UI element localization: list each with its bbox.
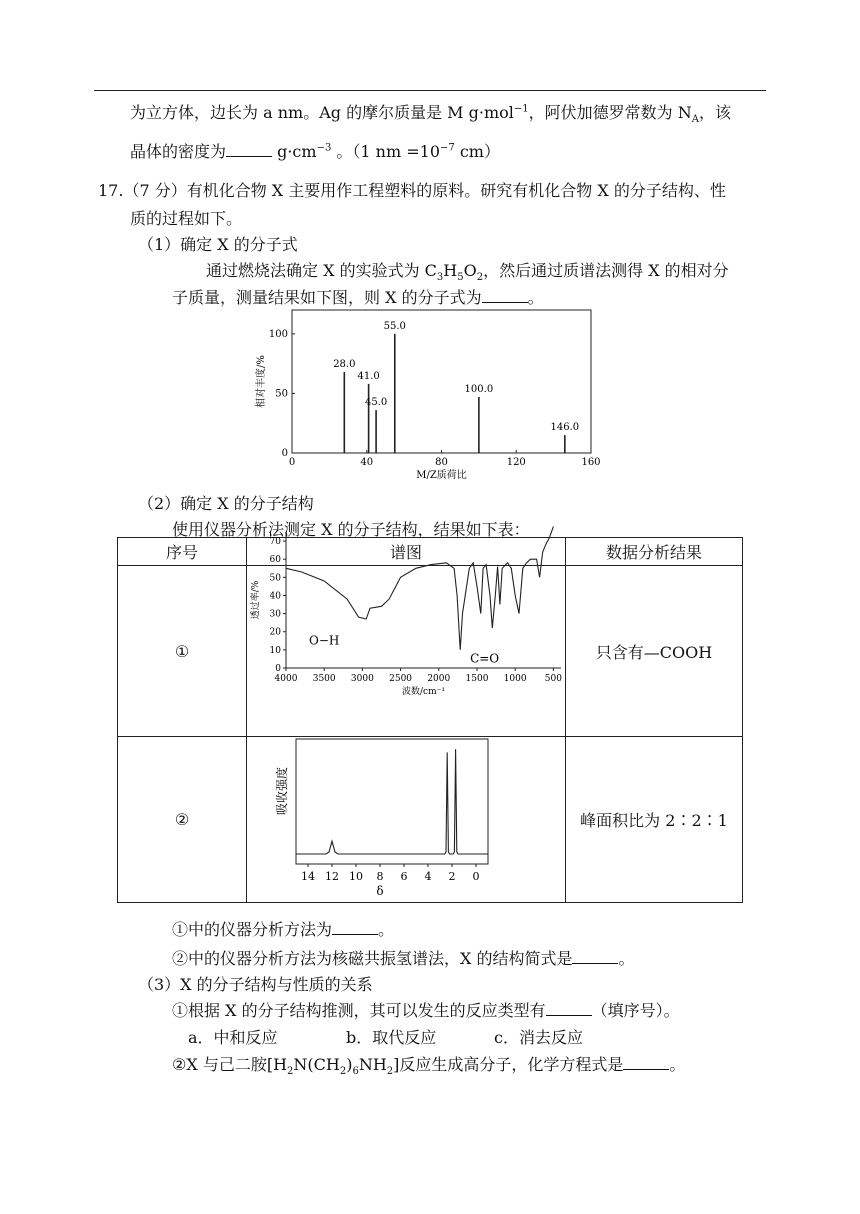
row-number: ① xyxy=(118,566,247,737)
x-tick-label: 2000 xyxy=(427,674,451,684)
part3-q2: ②X 与己二胺$[H_2N(CH_2)_6NH_2]$反应生成高分子，化学方程式是 。 xyxy=(172,1055,686,1078)
x-tick-label: 120 xyxy=(506,457,526,468)
y-tick-label: 0 xyxy=(281,448,288,459)
x-tick-label: 4000 xyxy=(274,674,298,684)
y-tick-label: 40 xyxy=(269,591,281,602)
part1-text-1: 通过燃烧法确定 X 的实验式为 $C_3H_5O_2$，然后通过质谱法测得 X 的相对分 xyxy=(206,261,729,284)
ir-trace xyxy=(286,527,553,650)
answer-blank[interactable] xyxy=(332,920,378,935)
x-tick-label: 160 xyxy=(581,457,601,468)
y-tick-label: 50 xyxy=(269,573,281,584)
header-rule xyxy=(94,90,766,91)
x-tick-label: 8 xyxy=(376,870,384,883)
x-tick-label: 0 xyxy=(472,870,480,883)
y-tick-label: 10 xyxy=(269,645,281,656)
row-number: ② xyxy=(118,737,247,903)
x-tick-label: 1500 xyxy=(465,674,489,684)
x-tick-label: 40 xyxy=(360,457,374,468)
peak-label: 45.0 xyxy=(364,397,388,409)
x-tick-label: 3000 xyxy=(350,674,374,684)
nmr-spectrum-chart xyxy=(272,736,502,901)
answer-blank[interactable] xyxy=(546,1001,592,1016)
peak-label: 55.0 xyxy=(383,320,406,332)
x-tick-label: 500 xyxy=(544,674,562,684)
ir-spectrum-chart xyxy=(246,520,566,705)
x-tick-label: 2500 xyxy=(389,674,413,684)
x-tick-label: 6 xyxy=(400,870,408,883)
q17-intro-2: 质的过程如下。 xyxy=(130,209,243,228)
x-tick-label: 0 xyxy=(288,457,296,468)
option-b: b．取代反应 xyxy=(346,1028,437,1047)
part1-text-2: 子质量，测量结果如下图，则 X 的分子式为 。 xyxy=(172,288,544,307)
x-tick-label: 4 xyxy=(424,870,432,883)
plot-frame xyxy=(292,310,591,453)
nmr-trace xyxy=(296,749,488,854)
x-tick-label: 3500 xyxy=(312,674,336,684)
y-tick-label: 100 xyxy=(268,328,288,340)
table-header: 序号 xyxy=(118,538,247,566)
y-tick-label: 30 xyxy=(269,609,281,620)
peak-label: 41.0 xyxy=(357,370,380,382)
answer-blank[interactable] xyxy=(623,1055,669,1070)
row-result: 只含有—COOH xyxy=(566,566,743,737)
after-line-2: ②中的仪器分析方法为核磁共振氢谱法，X 的结构简式是 。 xyxy=(172,949,635,968)
y-tick-label: 70 xyxy=(269,537,281,548)
part3-title: （3）X 的分子结构与性质的关系 xyxy=(138,975,373,994)
x-tick-label: 2 xyxy=(448,870,456,883)
plot-frame xyxy=(296,739,488,864)
part3-q1: ①根据 X 的分子结构推测，其可以发生的反应类型有 （填序号）。 xyxy=(172,1001,680,1020)
x-axis-label: 波数/cm⁻¹ xyxy=(402,687,445,697)
y-tick-label: 60 xyxy=(269,555,281,566)
y-axis-label: 透过率/% xyxy=(251,580,261,620)
row-result: 峰面积比为 2∶2∶1 xyxy=(566,737,743,903)
table-header: 数据分析结果 xyxy=(566,538,743,566)
option-c: c．消去反应 xyxy=(494,1028,583,1047)
x-tick-label: 12 xyxy=(325,870,339,883)
peak-label: 28.0 xyxy=(333,358,356,370)
y-tick-label: 20 xyxy=(269,627,281,638)
x-tick-label: 80 xyxy=(435,457,448,468)
y-axis-label: 吸收强度 xyxy=(275,766,289,816)
y-axis-label: 相对丰度/% xyxy=(256,355,267,408)
option-a: a．中和反应 xyxy=(188,1028,278,1047)
x-tick-label: 14 xyxy=(301,870,315,883)
x-axis-label: M/Z质荷比 xyxy=(416,470,467,481)
part1-title: （1）确定 X 的分子式 xyxy=(138,235,298,254)
part2-text: 使用仪器分析法测定 X 的分子结构，结果如下表： xyxy=(172,520,530,539)
answer-blank[interactable] xyxy=(482,288,528,303)
peak-label: 146.0 xyxy=(550,422,580,434)
x-tick-label: 1000 xyxy=(503,674,527,684)
top-line-2: 晶体的密度为 $g\cdot cm^{-3}$ 。（1 nm $=10^{-7}$ cm） xyxy=(130,142,500,161)
annotation-co: C=O xyxy=(470,651,500,666)
part2-title: （2）确定 X 的分子结构 xyxy=(138,494,314,513)
x-tick-label: 10 xyxy=(349,870,363,883)
y-tick-label: 0 xyxy=(275,664,281,674)
answer-blank[interactable] xyxy=(226,142,272,157)
annotation-oh: O−H xyxy=(309,633,340,648)
after-line-1: ①中的仪器分析方法为 。 xyxy=(172,920,395,939)
table-header: 谱图 xyxy=(247,538,566,566)
x-axis-label: δ xyxy=(376,884,384,898)
peak-label: 100.0 xyxy=(464,383,494,395)
q17-intro-1: 17.（7 分）有机化合物 X 主要用作工程塑料的原料。研究有机化合物 X 的分子结构、性 xyxy=(98,181,726,200)
mass-spectrum-chart xyxy=(250,305,610,485)
top-line-1: 为立方体，边长为 a nm。Ag 的摩尔质量是 M g·mol$^{-1}$，阿伏加德罗常数为 $N_A$，该 xyxy=(130,103,731,126)
y-tick-label: 50 xyxy=(275,388,288,400)
answer-blank[interactable] xyxy=(572,949,618,964)
